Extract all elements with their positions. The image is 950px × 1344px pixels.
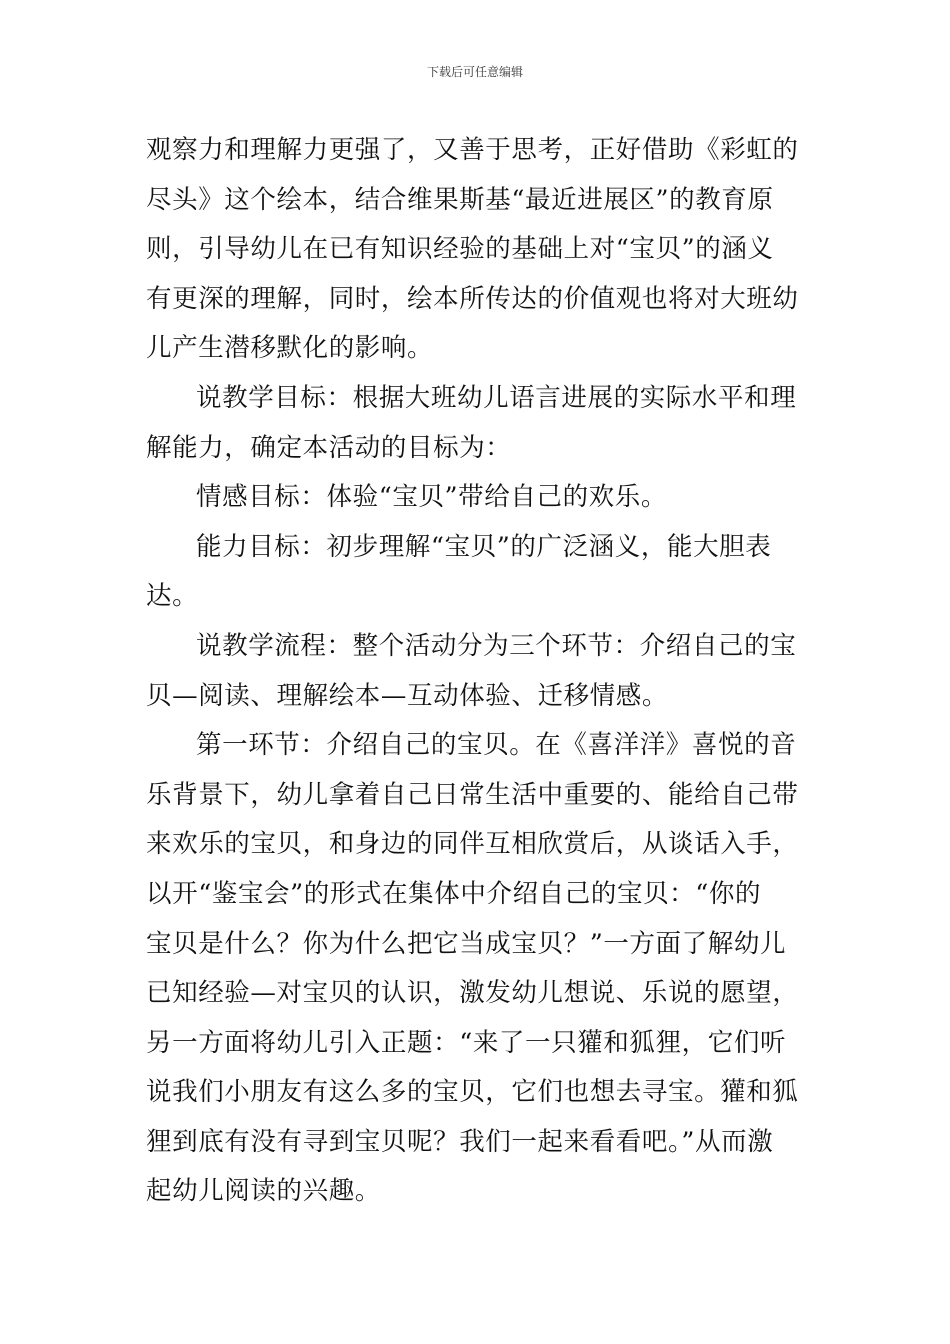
body-text-line: 观察力和理解力更强了，又善于思考，正好借助《彩虹的	[146, 135, 799, 165]
body-text-line: 乐背景下，幼儿拿着自己日常生活中重要的、能给自己带	[146, 779, 799, 810]
body-text-line: 贝—阅读、理解绘本—互动体验、迁移情感。	[146, 680, 669, 711]
body-text-line: 以开“鉴宝会”的形式在集体中介绍自己的宝贝：“你的	[146, 878, 762, 909]
body-text-line: 说我们小朋友有这么多的宝贝，它们也想去寻宝。獾和狐	[146, 1077, 799, 1108]
document-body	[146, 126, 810, 1217]
body-text-line: 狸到底有没有寻到宝贝呢？我们一起来看看吧。”从而激	[146, 1126, 774, 1157]
page-header-note: 下载后可任意编辑	[426, 65, 523, 79]
body-text-line: 第一环节：介绍自己的宝贝。在《喜洋洋》喜悦的音	[196, 730, 797, 761]
body-text-line: 尽头》这个绘本，结合维果斯基“最近进展区”的教育原	[146, 184, 774, 215]
body-text-line: 达。	[146, 581, 199, 612]
body-text-line: 说教学目标：根据大班幼儿语言进展的实际水平和理	[196, 382, 797, 413]
body-text-line: 来欢乐的宝贝，和身边的同伴互相欣赏后，从谈话入手，	[146, 829, 799, 860]
body-text-line: 解能力，确定本活动的目标为：	[146, 432, 512, 463]
body-text-line: 则，引导幼儿在已有知识经验的基础上对“宝贝”的涵义	[146, 234, 774, 265]
body-text-line: 情感目标：体验“宝贝”带给自己的欢乐。	[196, 482, 667, 513]
body-text-line: 起幼儿阅读的兴趣。	[146, 1176, 381, 1207]
body-text-line: 能力目标：初步理解“宝贝”的广泛涵义，能大胆表	[196, 531, 772, 562]
body-text-line: 宝贝是什么？你为什么把它当成宝贝？”一方面了解幼儿	[146, 928, 787, 959]
body-text-line: 已知经验—对宝贝的认识，激发幼儿想说、乐说的愿望，	[146, 978, 799, 1009]
body-text-line: 说教学流程：整个活动分为三个环节：介绍自己的宝	[196, 630, 797, 661]
body-text-line: 有更深的理解，同时，绘本所传达的价值观也将对大班幼	[146, 283, 799, 314]
body-text-line: 儿产生潜移默化的影响。	[146, 333, 434, 364]
body-text-line: 另一方面将幼儿引入正题：“来了一只獾和狐狸，它们听	[146, 1027, 787, 1058]
